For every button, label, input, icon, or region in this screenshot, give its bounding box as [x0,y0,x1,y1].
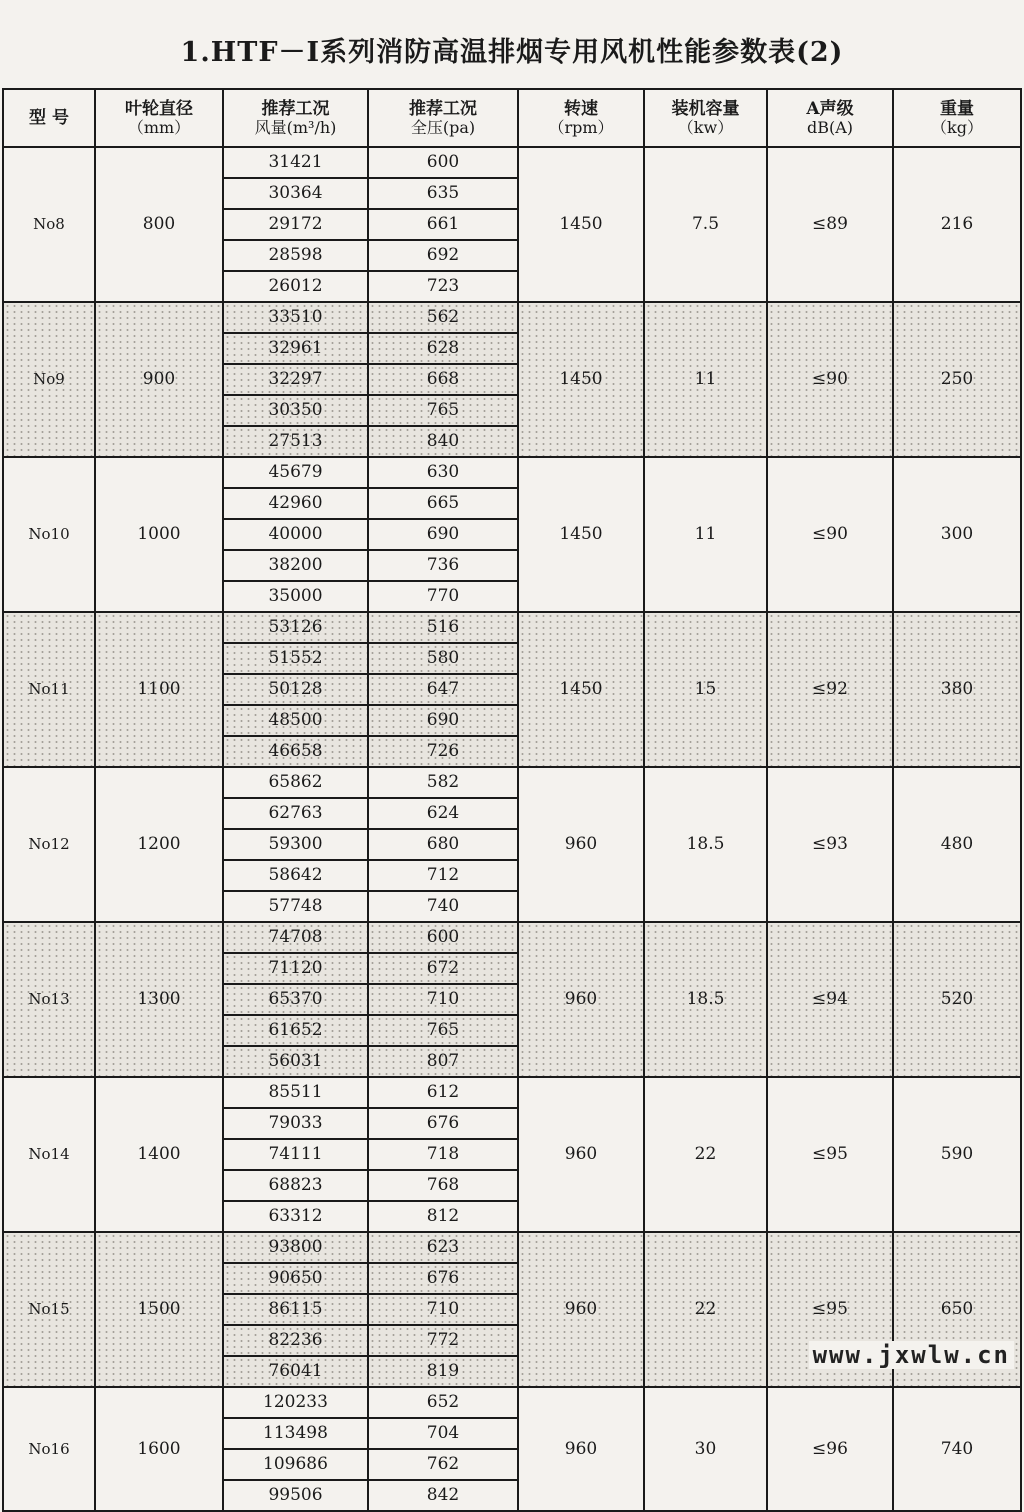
pressure-cell: 623 [368,1232,518,1263]
pressure-cell: 762 [368,1449,518,1480]
airflow-cell: 62763 [223,798,368,829]
airflow-cell: 65862 [223,767,368,798]
airflow-cell: 40000 [223,519,368,550]
power-cell: 11 [644,457,767,612]
pressure-cell: 812 [368,1201,518,1232]
header-label: 推荐工况 [409,98,477,119]
pressure-cell: 624 [368,798,518,829]
airflow-cell: 46658 [223,736,368,767]
airflow-cell: 30364 [223,178,368,209]
header-label: 推荐工况 [261,98,330,119]
header-unit: （rpm） [548,117,614,137]
speed-cell: 960 [518,767,644,922]
model-cell: No8 [3,147,95,302]
noise-cell: ≤95 [767,1077,893,1232]
pressure-cell: 665 [368,488,518,519]
airflow-cell: 74708 [223,922,368,953]
header-total-pressure [368,89,518,147]
airflow-cell: 51552 [223,643,368,674]
model-cell: No14 [3,1077,95,1232]
header-label: 叶轮直径 [125,98,193,119]
noise-cell: ≤90 [767,302,893,457]
noise-cell: ≤96 [767,1387,893,1511]
pressure-cell: 807 [368,1046,518,1077]
power-cell: 22 [644,1077,767,1232]
airflow-cell: 113498 [223,1418,368,1449]
airflow-cell: 53126 [223,612,368,643]
pressure-cell: 819 [368,1356,518,1387]
speed-cell: 960 [518,1387,644,1511]
noise-cell: ≤90 [767,457,893,612]
table-row [3,767,1021,798]
header-label: A声级 [806,98,854,119]
airflow-cell: 93800 [223,1232,368,1263]
airflow-cell: 90650 [223,1263,368,1294]
power-cell: 18.5 [644,922,767,1077]
weight-cell: 380 [893,612,1021,767]
speed-cell: 960 [518,1232,644,1387]
pressure-cell: 765 [368,1015,518,1046]
pressure-cell: 770 [368,581,518,612]
airflow-cell: 120233 [223,1387,368,1418]
airflow-cell: 33510 [223,302,368,333]
airflow-cell: 63312 [223,1201,368,1232]
noise-cell: ≤89 [767,147,893,302]
pressure-cell: 582 [368,767,518,798]
airflow-cell: 109686 [223,1449,368,1480]
airflow-cell: 74111 [223,1139,368,1170]
header-unit: （kg） [931,117,983,137]
noise-cell: ≤92 [767,612,893,767]
pressure-cell: 672 [368,953,518,984]
speed-cell: 1450 [518,147,644,302]
airflow-cell: 29172 [223,209,368,240]
speed-cell: 1450 [518,302,644,457]
weight-cell: 650 [893,1232,1021,1387]
header-label: 型 号 [29,107,69,128]
airflow-cell: 56031 [223,1046,368,1077]
airflow-cell: 32961 [223,333,368,364]
airflow-cell: 85511 [223,1077,368,1108]
pressure-cell: 772 [368,1325,518,1356]
table-row [3,147,1021,178]
diameter-cell: 900 [95,302,223,457]
pressure-cell: 676 [368,1263,518,1294]
header-model [3,89,95,147]
header-impeller-diameter [95,89,223,147]
header-label: 转速 [564,98,598,119]
diameter-cell: 1400 [95,1077,223,1232]
pressure-cell: 628 [368,333,518,364]
speed-cell: 960 [518,922,644,1077]
pressure-cell: 676 [368,1108,518,1139]
airflow-cell: 38200 [223,550,368,581]
airflow-cell: 99506 [223,1480,368,1511]
power-cell: 15 [644,612,767,767]
diameter-cell: 800 [95,147,223,302]
pressure-cell: 635 [368,178,518,209]
airflow-cell: 32297 [223,364,368,395]
pressure-cell: 723 [368,271,518,302]
pressure-cell: 768 [368,1170,518,1201]
header-row [3,89,1021,147]
airflow-cell: 27513 [223,426,368,457]
power-cell: 22 [644,1232,767,1387]
pressure-cell: 690 [368,519,518,550]
header-label: 装机容量 [671,98,740,119]
table-row [3,1387,1021,1418]
header-noise-level [767,89,893,147]
pressure-cell: 600 [368,922,518,953]
model-cell: No16 [3,1387,95,1511]
fan-performance-table [2,88,1022,1512]
header-unit: （kw） [677,117,734,137]
model-cell: No10 [3,457,95,612]
diameter-cell: 1200 [95,767,223,922]
pressure-cell: 712 [368,860,518,891]
model-cell: No15 [3,1232,95,1387]
weight-cell: 590 [893,1077,1021,1232]
speed-cell: 1450 [518,457,644,612]
airflow-cell: 82236 [223,1325,368,1356]
weight-cell: 216 [893,147,1021,302]
pressure-cell: 710 [368,984,518,1015]
table-row [3,922,1021,953]
pressure-cell: 692 [368,240,518,271]
airflow-cell: 28598 [223,240,368,271]
weight-cell: 520 [893,922,1021,1077]
pressure-cell: 842 [368,1480,518,1511]
power-cell: 11 [644,302,767,457]
airflow-cell: 59300 [223,829,368,860]
pressure-cell: 612 [368,1077,518,1108]
airflow-cell: 50128 [223,674,368,705]
table-row [3,302,1021,333]
header-unit: 全压(pa) [410,117,476,137]
pressure-cell: 710 [368,1294,518,1325]
noise-cell: ≤94 [767,922,893,1077]
model-cell: No9 [3,302,95,457]
pressure-cell: 704 [368,1418,518,1449]
airflow-cell: 79033 [223,1108,368,1139]
diameter-cell: 1500 [95,1232,223,1387]
airflow-cell: 65370 [223,984,368,1015]
noise-cell: ≤95 [767,1232,893,1387]
table-body [3,147,1021,1511]
header-weight [893,89,1021,147]
pressure-cell: 652 [368,1387,518,1418]
airflow-cell: 26012 [223,271,368,302]
pressure-cell: 580 [368,643,518,674]
power-cell: 7.5 [644,147,767,302]
power-cell: 18.5 [644,767,767,922]
speed-cell: 960 [518,1077,644,1232]
pressure-cell: 630 [368,457,518,488]
header-installed-power [644,89,767,147]
airflow-cell: 48500 [223,705,368,736]
airflow-cell: 71120 [223,953,368,984]
noise-cell: ≤93 [767,767,893,922]
pressure-cell: 690 [368,705,518,736]
pressure-cell: 718 [368,1139,518,1170]
airflow-cell: 68823 [223,1170,368,1201]
watermark: www.jxwlw.cn [809,1341,1014,1369]
pressure-cell: 600 [368,147,518,178]
pressure-cell: 516 [368,612,518,643]
pressure-cell: 765 [368,395,518,426]
pressure-cell: 736 [368,550,518,581]
header-unit: （mm） [127,117,191,137]
weight-cell: 300 [893,457,1021,612]
table-row [3,457,1021,488]
airflow-cell: 86115 [223,1294,368,1325]
pressure-cell: 661 [368,209,518,240]
airflow-cell: 61652 [223,1015,368,1046]
speed-cell: 1450 [518,612,644,767]
airflow-cell: 57748 [223,891,368,922]
pressure-cell: 562 [368,302,518,333]
airflow-cell: 42960 [223,488,368,519]
pressure-cell: 840 [368,426,518,457]
header-unit: dB(A) [806,117,854,137]
table-row [3,1077,1021,1108]
pressure-cell: 726 [368,736,518,767]
header-unit: 风量(m³/h) [254,117,337,137]
airflow-cell: 76041 [223,1356,368,1387]
model-cell: No11 [3,612,95,767]
table-row [3,1232,1021,1263]
header-label: 重量 [940,98,974,119]
model-cell: No13 [3,922,95,1077]
pressure-cell: 647 [368,674,518,705]
airflow-cell: 35000 [223,581,368,612]
airflow-cell: 58642 [223,860,368,891]
airflow-cell: 30350 [223,395,368,426]
model-cell: No12 [3,767,95,922]
diameter-cell: 1000 [95,457,223,612]
table-row [3,612,1021,643]
weight-cell: 740 [893,1387,1021,1511]
page-title: 1.HTF－Ⅰ系列消防高温排烟专用风机性能参数表(2) [180,37,844,68]
diameter-cell: 1600 [95,1387,223,1511]
diameter-cell: 1300 [95,922,223,1077]
weight-cell: 250 [893,302,1021,457]
diameter-cell: 1100 [95,612,223,767]
weight-cell: 480 [893,767,1021,922]
airflow-cell: 45679 [223,457,368,488]
pressure-cell: 668 [368,364,518,395]
airflow-cell: 31421 [223,147,368,178]
header-airflow [223,89,368,147]
pressure-cell: 680 [368,829,518,860]
pressure-cell: 740 [368,891,518,922]
power-cell: 30 [644,1387,767,1511]
header-speed [518,89,644,147]
